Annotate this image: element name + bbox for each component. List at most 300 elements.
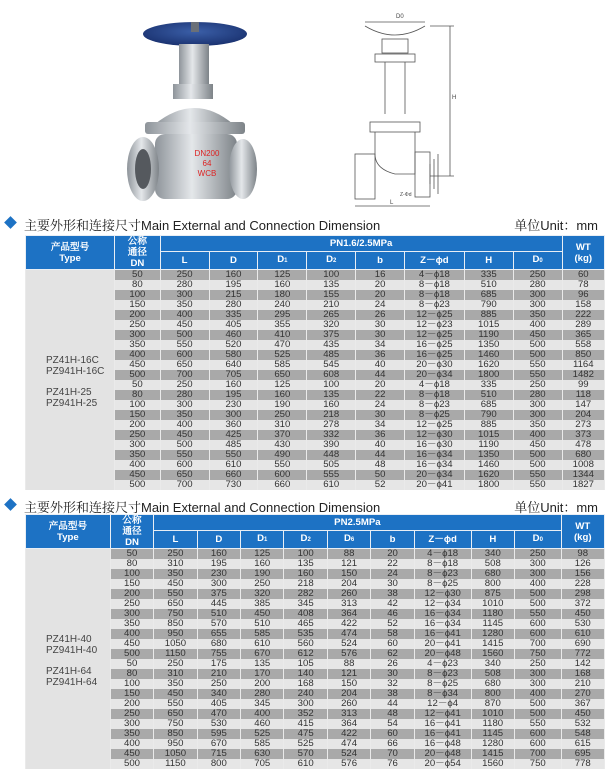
table-cell: 367 (561, 699, 604, 709)
table-cell: 8－ϕ18 (405, 290, 465, 300)
table-cell: 20－ϕ54 (414, 759, 471, 769)
table-cell: 150 (110, 579, 153, 589)
table-cell: 660 (209, 470, 258, 480)
table-cell: 340 (471, 659, 514, 669)
table-cell: 345 (284, 599, 327, 609)
table-cell: 448 (307, 450, 356, 460)
table-cell: 560 (284, 639, 327, 649)
table-cell: 1015 (464, 430, 513, 440)
table-cell: 525 (284, 739, 327, 749)
section-title: 主要外形和连接尺寸Main External and Connection Dimension (24, 218, 381, 233)
table-cell: 12－ϕ4 (414, 699, 471, 709)
table-cell: 750 (154, 609, 197, 619)
table-cell: 608 (307, 370, 356, 380)
table-cell: 650 (258, 370, 307, 380)
table-cell: 160 (241, 559, 284, 569)
table-cell: 350 (513, 310, 562, 320)
table-cell: 260 (327, 699, 370, 709)
table-cell: 250 (513, 270, 562, 281)
table-cell: 8－ϕ25 (414, 679, 471, 689)
column-header: b (356, 251, 405, 269)
table-cell: 532 (561, 719, 604, 729)
table-cell: 335 (209, 310, 258, 320)
table-cell: 690 (561, 639, 604, 649)
model-number: PZ41H-25 (46, 387, 92, 398)
table-cell: 278 (307, 420, 356, 430)
table-cell: 500 (513, 340, 562, 350)
table-cell: 250 (115, 320, 161, 330)
table-cell: 12－ϕ34 (414, 599, 471, 609)
column-header: D2 (307, 251, 356, 269)
table-cell: 44 (356, 370, 405, 380)
table-cell: 680 (197, 639, 240, 649)
table-cell: 730 (209, 480, 258, 490)
table-cell: 260 (327, 589, 370, 599)
table-cell: 1190 (464, 440, 513, 450)
table-cell: 250 (154, 659, 197, 669)
table-cell: 96 (562, 290, 604, 300)
table-cell: 1190 (464, 330, 513, 340)
table-cell: 300 (197, 579, 240, 589)
table-cell: 470 (197, 709, 240, 719)
table-cell: 250 (258, 410, 307, 420)
table-cell: 265 (307, 310, 356, 320)
table-cell: 875 (471, 589, 514, 599)
model-number: PZ941H-16C (46, 366, 105, 377)
table-cell: 500 (513, 450, 562, 460)
table-row (26, 669, 605, 679)
table-cell: 695 (561, 749, 604, 759)
column-header: b (371, 530, 414, 548)
table-cell: 8－ϕ25 (405, 410, 465, 420)
table-cell: 1350 (464, 450, 513, 460)
table-cell: 425 (209, 430, 258, 440)
table-cell: 450 (160, 320, 209, 330)
table-cell: 16 (356, 270, 405, 281)
table-cell: 530 (561, 619, 604, 629)
table-cell: 12－ϕ25 (405, 330, 465, 340)
table-cell: 98 (561, 549, 604, 560)
table-cell: 450 (115, 470, 161, 480)
table-cell: 530 (197, 719, 240, 729)
table-cell: 390 (307, 440, 356, 450)
table-cell: 750 (515, 759, 562, 769)
table-cell: 350 (160, 410, 209, 420)
table-cell: 555 (307, 470, 356, 480)
table-cell: 160 (209, 270, 258, 281)
column-header: D0 (515, 530, 562, 548)
table-cell: 100 (307, 270, 356, 281)
table-cell: 548 (561, 729, 604, 739)
section-header-2 (0, 497, 610, 513)
table-cell: 300 (209, 410, 258, 420)
table-cell: 650 (160, 470, 209, 480)
svg-text:64: 64 (202, 159, 212, 168)
table-cell: 1015 (464, 320, 513, 330)
table-cell: 125 (241, 549, 284, 560)
table-cell: 300 (110, 609, 153, 619)
table-cell: 750 (154, 719, 197, 729)
column-header: H (471, 530, 514, 548)
table-cell: 550 (160, 450, 209, 460)
unit-label: 单位Unit：mm (514, 500, 598, 515)
table-cell: 250 (513, 380, 562, 390)
table-cell: 415 (284, 719, 327, 729)
table-cell: 705 (209, 370, 258, 380)
table-cell: 142 (561, 659, 604, 669)
table-cell: 240 (284, 689, 327, 699)
table-cell: 350 (115, 450, 161, 460)
table-cell: 505 (307, 460, 356, 470)
table-cell: 168 (561, 669, 604, 679)
table-cell: 52 (371, 619, 414, 629)
table-cell: 298 (561, 589, 604, 599)
table-cell: 500 (115, 480, 161, 490)
table-cell: 20－ϕ30 (405, 360, 465, 370)
table-cell: 450 (160, 430, 209, 440)
table-cell: 44 (356, 450, 405, 460)
table-cell: 230 (197, 569, 240, 579)
type-cell (26, 270, 115, 491)
table-cell: 772 (561, 649, 604, 659)
table-cell: 228 (561, 579, 604, 589)
table-cell: 800 (471, 689, 514, 699)
table-cell: 500 (513, 350, 562, 360)
table-cell: 50 (356, 470, 405, 480)
table-cell: 500 (115, 370, 161, 380)
table-cell: 450 (513, 330, 562, 340)
table-cell: 500 (160, 440, 209, 450)
table-cell: 350 (110, 619, 153, 629)
table-cell: 510 (241, 619, 284, 629)
table-cell: 650 (160, 360, 209, 370)
table-cell: 585 (258, 360, 307, 370)
column-header: D0 (513, 251, 562, 269)
table-cell: 8－ϕ23 (405, 400, 465, 410)
table-cell: 375 (197, 589, 240, 599)
table-cell: 160 (284, 569, 327, 579)
table-cell: 1460 (464, 350, 513, 360)
table-cell: 1344 (562, 470, 604, 480)
table-cell: 8－ϕ25 (414, 579, 471, 589)
section-title: 主要外形和连接尺寸Main External and Connection Dimension (24, 500, 381, 515)
table-cell: 576 (327, 649, 370, 659)
table-cell: 310 (258, 420, 307, 430)
model-number: PZ41H-16C (46, 355, 99, 366)
table-cell: 195 (197, 559, 240, 569)
table-cell: 125 (258, 270, 307, 281)
table-cell: 204 (562, 410, 604, 420)
table-row (26, 549, 605, 560)
table-cell: 1010 (471, 709, 514, 719)
table-cell: 282 (284, 589, 327, 599)
table-cell: 100 (284, 549, 327, 560)
table-cell: 12－ϕ30 (405, 430, 465, 440)
unit-label: 单位Unit：mm (514, 218, 598, 233)
table-cell: 355 (258, 320, 307, 330)
table-cell: 16－ϕ34 (414, 619, 471, 629)
dimension-table-pn25 (25, 514, 605, 769)
table-row (26, 759, 605, 769)
table-cell: 364 (327, 719, 370, 729)
table-cell: 352 (284, 709, 327, 719)
table-cell: 400 (513, 320, 562, 330)
section-header-1 (0, 215, 610, 231)
table-cell: 630 (241, 749, 284, 759)
table-cell: 8－ϕ23 (414, 569, 471, 579)
table-cell: 400 (110, 739, 153, 749)
table-cell: 40 (356, 360, 405, 370)
table-cell: 430 (258, 440, 307, 450)
column-header: Z－ϕd (405, 251, 465, 269)
table-cell: 135 (307, 390, 356, 400)
table-cell: 8－ϕ18 (405, 280, 465, 290)
table-cell: 600 (160, 350, 209, 360)
table-cell: 16－ϕ34 (405, 460, 465, 470)
table-cell: 400 (110, 629, 153, 639)
table-cell: 1145 (471, 619, 514, 629)
table-cell: 140 (284, 669, 327, 679)
table-cell: 4－ϕ18 (414, 549, 471, 560)
table-cell: 375 (307, 330, 356, 340)
table-cell: 400 (515, 579, 562, 589)
svg-text:D0: D0 (396, 14, 404, 20)
table-row (26, 709, 605, 719)
column-header: Z－ϕd (414, 530, 471, 548)
table-cell: 50 (110, 659, 153, 669)
table-cell: 20－ϕ41 (405, 480, 465, 490)
type-group (46, 387, 114, 409)
table-cell: 8－ϕ34 (414, 689, 471, 699)
table-cell: 48 (356, 460, 405, 470)
table-cell: 160 (209, 380, 258, 390)
table-cell: 80 (115, 280, 161, 290)
table-cell: 450 (561, 609, 604, 619)
table-cell: 158 (562, 300, 604, 310)
table-cell: 62 (371, 649, 414, 659)
table-cell: 280 (209, 300, 258, 310)
table-cell: 300 (513, 400, 562, 410)
table-cell: 46 (371, 609, 414, 619)
table-cell: 8－ϕ18 (414, 559, 471, 569)
table-cell: 280 (513, 280, 562, 290)
table-cell: 372 (561, 599, 604, 609)
table-cell: 700 (515, 749, 562, 759)
table-cell: 20 (371, 549, 414, 560)
table-cell: 175 (197, 659, 240, 669)
table-cell: 218 (284, 579, 327, 589)
table-cell: 250 (110, 599, 153, 609)
table-cell: 36 (356, 430, 405, 440)
table-cell: 20 (356, 280, 405, 290)
type-group (46, 634, 110, 656)
table-cell: 8－ϕ23 (414, 669, 471, 679)
table-cell: 24 (356, 300, 405, 310)
table-cell: 156 (561, 569, 604, 579)
table-cell: 70 (371, 749, 414, 759)
pressure-header: PN1.6/2.5MPa (160, 236, 562, 252)
table-cell: 121 (327, 669, 370, 679)
table-cell: 295 (258, 310, 307, 320)
table-cell: 950 (154, 739, 197, 749)
column-header: H (464, 251, 513, 269)
table-cell: 670 (197, 739, 240, 749)
table-cell: 1050 (154, 749, 197, 759)
table-cell: 508 (471, 559, 514, 569)
table-cell: 595 (197, 729, 240, 739)
table-row (26, 270, 605, 281)
table-cell: 250 (115, 430, 161, 440)
photo-marking: DN200 (194, 149, 220, 158)
table-cell: 524 (327, 639, 370, 649)
table-cell: 135 (284, 559, 327, 569)
table-cell: 24 (356, 400, 405, 410)
table-cell: 1800 (464, 480, 513, 490)
svg-text:Z-Φd: Z-Φd (400, 192, 412, 198)
table-cell: 525 (241, 729, 284, 739)
table-cell: 34 (356, 420, 405, 430)
table-cell: 500 (160, 330, 209, 340)
table-cell: 1415 (471, 749, 514, 759)
table-cell: 405 (209, 320, 258, 330)
table-cell: 20－ϕ34 (405, 470, 465, 480)
table-cell: 474 (327, 739, 370, 749)
table-cell: 250 (197, 679, 240, 689)
table-cell: 170 (241, 669, 284, 679)
table-cell: 345 (241, 699, 284, 709)
table-cell: 570 (197, 619, 240, 629)
table-cell: 500 (513, 460, 562, 470)
table-cell: 168 (284, 679, 327, 689)
table-cell: 42 (371, 599, 414, 609)
table-cell: 12－ϕ41 (414, 709, 471, 719)
table-cell: 610 (561, 629, 604, 639)
table-cell: 250 (515, 549, 562, 560)
table-cell: 80 (115, 390, 161, 400)
table-cell: 150 (110, 689, 153, 699)
table-cell: 100 (110, 679, 153, 689)
table-cell: 200 (110, 589, 153, 599)
table-cell: 126 (561, 559, 604, 569)
table-cell: 778 (561, 759, 604, 769)
table-cell: 576 (327, 759, 370, 769)
table-cell: 24 (371, 569, 414, 579)
table-cell: 1620 (464, 360, 513, 370)
table-cell: 118 (562, 390, 604, 400)
table-cell: 335 (464, 270, 513, 281)
table-cell: 485 (307, 350, 356, 360)
column-header: D1 (241, 530, 284, 548)
table-cell: 66 (371, 739, 414, 749)
table-cell: 600 (515, 619, 562, 629)
table-cell: 500 (110, 759, 153, 769)
table-cell: 435 (307, 340, 356, 350)
table-cell: 26 (371, 659, 414, 669)
table-cell: 615 (561, 739, 604, 749)
table-cell: 1010 (471, 599, 514, 609)
table-cell: 300 (115, 440, 161, 450)
table-cell: 22 (371, 559, 414, 569)
table-cell: 580 (209, 350, 258, 360)
table-row (26, 609, 605, 619)
table-cell: 147 (562, 400, 604, 410)
table-cell: 50 (110, 549, 153, 560)
table-cell: 204 (327, 579, 370, 589)
table-cell: 4－ϕ18 (405, 380, 465, 390)
table-cell: 20－ϕ48 (414, 749, 471, 759)
table-cell: 400 (513, 430, 562, 440)
table-cell: 550 (513, 480, 562, 490)
table-cell: 16－ϕ34 (405, 450, 465, 460)
table-cell: 320 (241, 589, 284, 599)
table-cell: 300 (513, 300, 562, 310)
table-cell: 410 (258, 330, 307, 340)
table-cell: 670 (241, 649, 284, 659)
table-cell: 422 (327, 619, 370, 629)
table-cell: 465 (284, 619, 327, 629)
table-cell: 450 (513, 440, 562, 450)
table-cell: 100 (115, 400, 161, 410)
table-cell: 510 (464, 280, 513, 290)
table-cell: 570 (284, 749, 327, 759)
table-cell: 190 (258, 400, 307, 410)
table-cell: 550 (513, 370, 562, 380)
table-cell: 100 (115, 290, 161, 300)
type-cell (26, 549, 111, 770)
table-cell: 520 (209, 340, 258, 350)
table-cell: 500 (515, 699, 562, 709)
table-cell: 640 (209, 360, 258, 370)
table-row (26, 569, 605, 579)
table-cell: 600 (258, 470, 307, 480)
table-cell: 460 (241, 719, 284, 729)
table-cell: 20－ϕ34 (405, 370, 465, 380)
svg-text:WCB: WCB (197, 169, 217, 178)
table-cell: 12－ϕ30 (414, 589, 471, 599)
table-cell: 210 (197, 669, 240, 679)
table-cell: 1180 (471, 719, 514, 729)
table-cell: 30 (371, 579, 414, 589)
table-cell: 400 (160, 310, 209, 320)
table-cell: 350 (154, 679, 197, 689)
table-cell: 700 (515, 639, 562, 649)
table-cell: 125 (258, 380, 307, 390)
table-row (26, 739, 605, 749)
column-header: D2 (284, 530, 327, 548)
table-cell: 350 (154, 569, 197, 579)
table-cell: 300 (515, 679, 562, 689)
table-cell: 310 (154, 669, 197, 679)
table-cell: 250 (110, 709, 153, 719)
table-cell: 510 (197, 609, 240, 619)
table-cell: 510 (464, 390, 513, 400)
table-cell: 34 (356, 340, 405, 350)
table-cell: 1415 (471, 639, 514, 649)
table-cell: 550 (515, 719, 562, 729)
table-cell: 1150 (154, 759, 197, 769)
table-cell: 270 (561, 689, 604, 699)
table-cell: 320 (307, 320, 356, 330)
table-cell: 99 (562, 380, 604, 390)
table-cell: 1620 (464, 470, 513, 480)
table-cell: 222 (562, 310, 604, 320)
table-cell: 273 (562, 420, 604, 430)
table-row (26, 659, 605, 669)
table-cell: 80 (110, 669, 153, 679)
table-cell: 180 (258, 290, 307, 300)
table-cell: 500 (515, 709, 562, 719)
model-number: PZ941H-40 (46, 645, 98, 656)
